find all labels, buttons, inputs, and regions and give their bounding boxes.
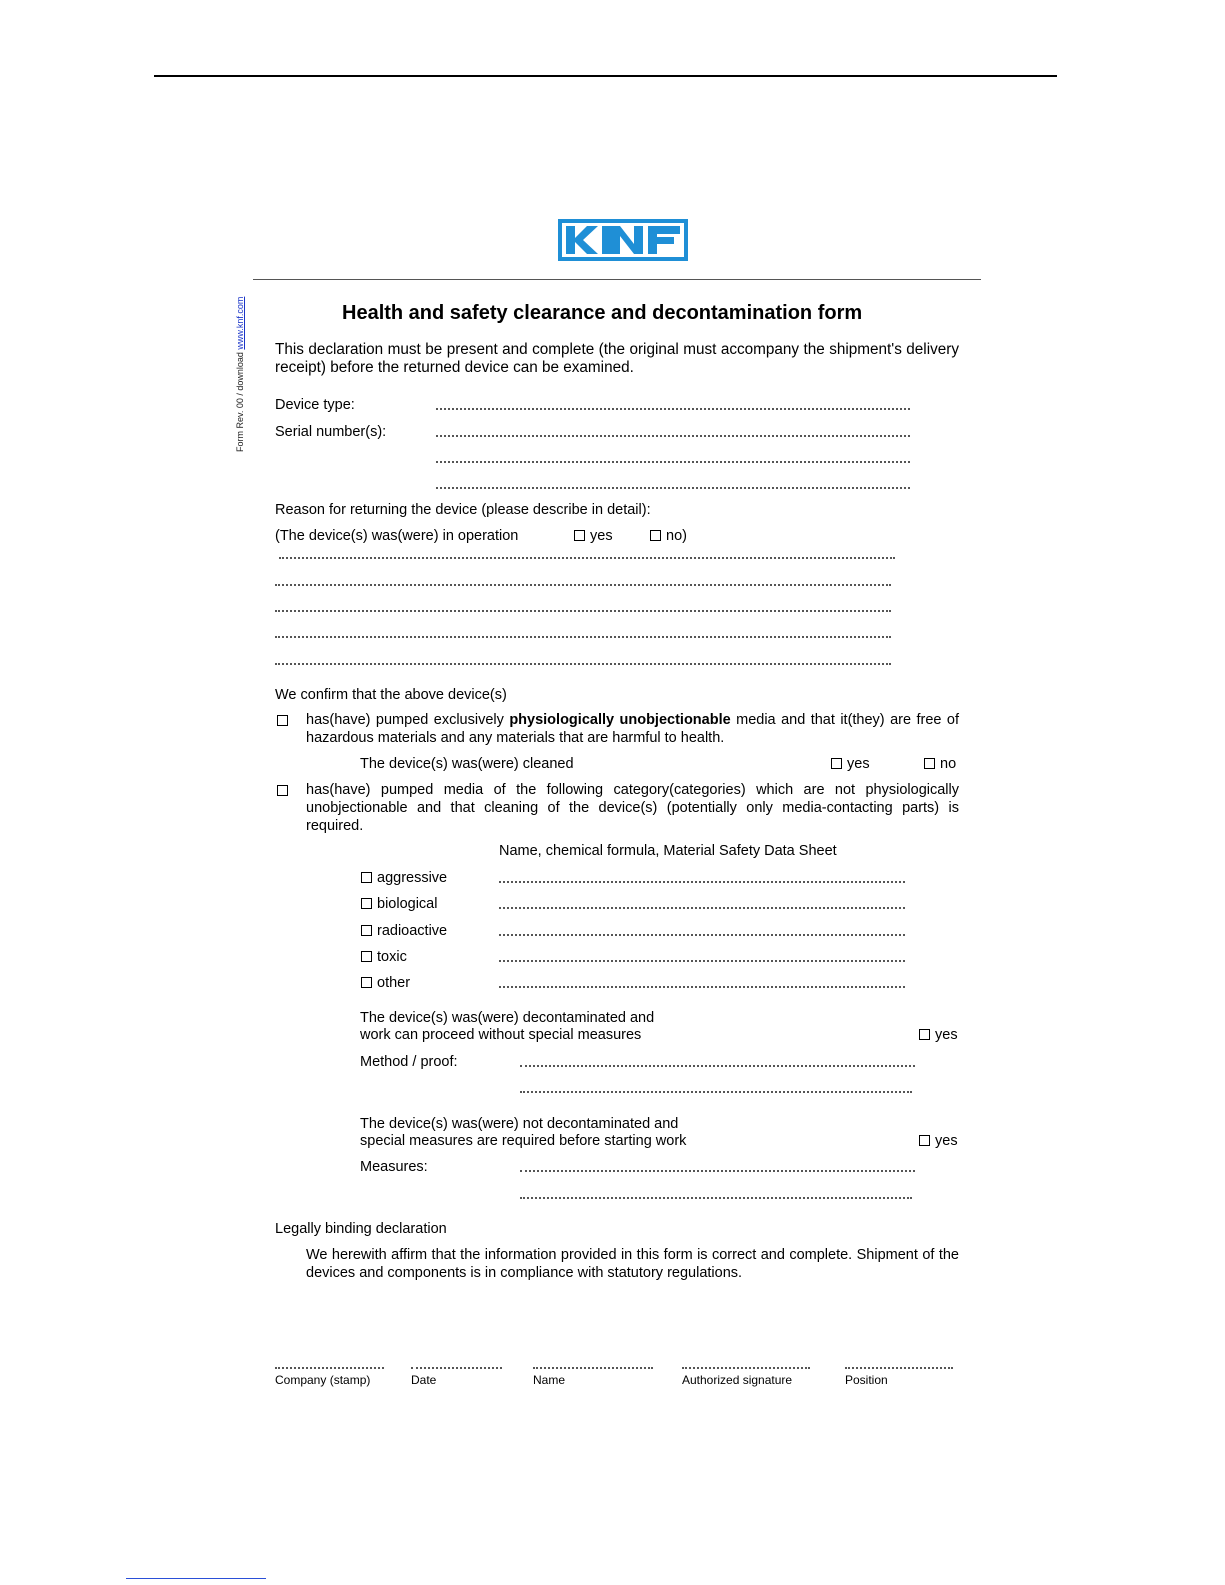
category-radioactive-field[interactable] — [499, 934, 905, 936]
categories-header: Name, chemical formula, Material Safety Data Sheet — [499, 843, 837, 859]
reason-label: Reason for returning the device (please describe in detail): — [275, 502, 651, 518]
measures-field-1[interactable] — [520, 1170, 915, 1172]
category-radioactive-checkbox[interactable] — [361, 922, 447, 940]
reason-line-4[interactable] — [275, 636, 891, 638]
legal-heading: Legally binding declaration — [275, 1221, 447, 1237]
decontaminated-yes-checkbox[interactable] — [919, 1026, 958, 1044]
signature-company-field[interactable] — [275, 1367, 384, 1369]
form-revision-prefix: Form Rev. 00 / download — [235, 349, 245, 452]
operation-no-checkbox[interactable] — [650, 527, 687, 545]
serial-number-field-1[interactable] — [436, 435, 910, 437]
operation-yes-checkbox[interactable] — [574, 527, 613, 545]
form-title: Health and safety clearance and decontamination form — [342, 302, 863, 324]
category-label: aggressive — [377, 870, 448, 886]
category-other-field[interactable] — [499, 986, 905, 988]
knf-logo-graphic — [558, 219, 688, 261]
confirm-label: We confirm that the above device(s) — [275, 687, 507, 703]
option1-checkbox[interactable] — [277, 715, 288, 726]
signature-date-field[interactable] — [411, 1367, 502, 1369]
footer-link-rule — [126, 1578, 266, 1579]
device-type-field[interactable] — [436, 408, 910, 410]
serial-number-field-3[interactable] — [436, 487, 910, 489]
checkbox-box[interactable] — [361, 872, 372, 883]
header-rule — [253, 279, 981, 280]
checkbox-box[interactable] — [831, 758, 842, 769]
signature-company-label: Company (stamp) — [275, 1373, 371, 1387]
measures-label: Measures: — [360, 1159, 428, 1175]
option1-text — [306, 711, 959, 747]
page-top-rule — [154, 75, 1057, 77]
download-link[interactable]: www.knf.com — [235, 296, 245, 350]
operation-label: (The device(s) was(were) in operation — [275, 528, 519, 544]
checkbox-box[interactable] — [361, 977, 372, 988]
not-decontaminated-line2: special measures are required before starting work — [360, 1133, 687, 1149]
checkbox-box[interactable] — [574, 530, 585, 541]
serial-number-label: Serial number(s): — [275, 424, 387, 440]
checkbox-box[interactable] — [919, 1029, 930, 1040]
method-proof-field-2[interactable] — [520, 1091, 912, 1093]
checkbox-box[interactable] — [919, 1135, 930, 1146]
reason-line-2[interactable] — [275, 584, 891, 586]
option1-post: media and that it(they) are free of hazardous materials and any materials that are harmful to health. — [306, 712, 960, 746]
decontaminated-line2: work can proceed without special measures — [360, 1027, 642, 1043]
signature-authorized-field[interactable] — [682, 1367, 810, 1369]
category-aggressive-field[interactable] — [499, 881, 905, 883]
form-revision-note — [235, 297, 245, 452]
device-type-label: Device type: — [275, 397, 355, 413]
measures-field-2[interactable] — [520, 1197, 912, 1199]
reason-line-5[interactable] — [275, 663, 891, 665]
knf-logo — [558, 219, 688, 261]
option2-text: has(have) pumped media of the following category(categories) which are not physiologically unobjectionable and that cleaning of the device(s) (potentially only media-contacting parts) is required. — [306, 782, 959, 834]
signature-authorized-label: Authorized signature — [682, 1373, 793, 1387]
reason-line-3[interactable] — [275, 610, 891, 612]
category-toxic-checkbox[interactable] — [361, 948, 407, 966]
signature-date-label: Date — [411, 1373, 437, 1387]
cleaned-no-checkbox[interactable] — [924, 755, 956, 773]
category-biological-checkbox[interactable] — [361, 895, 437, 913]
option2-checkbox[interactable] — [277, 785, 288, 796]
signature-position-label: Position — [845, 1373, 888, 1387]
method-proof-field-1[interactable] — [520, 1065, 915, 1067]
signature-position-field[interactable] — [845, 1367, 953, 1369]
category-aggressive-checkbox[interactable] — [361, 869, 447, 887]
signature-name-label: Name — [533, 1373, 566, 1387]
yes-label: yes — [935, 1027, 958, 1043]
no-label: no) — [666, 528, 687, 544]
reason-line-1[interactable] — [279, 557, 895, 559]
intro-text: This declaration must be present and complete (the original must accompany the shipment's delivery receipt) before the returned device can be examined. — [275, 341, 959, 376]
no-label: no — [940, 756, 957, 772]
serial-number-field-2[interactable] — [436, 461, 910, 463]
category-label: biological — [377, 896, 438, 912]
option1-pre: has(have) pumped exclusively — [306, 712, 510, 728]
category-label: radioactive — [377, 923, 448, 939]
yes-label: yes — [590, 528, 613, 544]
category-label: toxic — [377, 949, 407, 965]
option1-bold: physiologically unobjectionable — [509, 712, 731, 728]
checkbox-box[interactable] — [361, 951, 372, 962]
yes-label: yes — [935, 1133, 958, 1149]
legal-text: We herewith affirm that the information provided in this form is correct and complete. Shipment of the devices and components is in compliance with statutory regulations. — [306, 1247, 959, 1281]
checkbox-box[interactable] — [650, 530, 661, 541]
checkbox-box[interactable] — [361, 898, 372, 909]
signature-name-field[interactable] — [533, 1367, 653, 1369]
category-other-checkbox[interactable] — [361, 974, 410, 992]
cleaned-label: The device(s) was(were) cleaned — [360, 756, 574, 772]
decontaminated-line1: The device(s) was(were) decontaminated and — [360, 1010, 655, 1026]
yes-label: yes — [847, 756, 870, 772]
checkbox-box[interactable] — [361, 925, 372, 936]
category-label: other — [377, 975, 411, 991]
category-biological-field[interactable] — [499, 907, 905, 909]
not-decontaminated-yes-checkbox[interactable] — [919, 1132, 958, 1150]
category-toxic-field[interactable] — [499, 960, 905, 962]
checkbox-box[interactable] — [924, 758, 935, 769]
not-decontaminated-line1: The device(s) was(were) not decontaminated and — [360, 1116, 679, 1132]
method-proof-label: Method / proof: — [360, 1054, 458, 1070]
cleaned-yes-checkbox[interactable] — [831, 755, 870, 773]
